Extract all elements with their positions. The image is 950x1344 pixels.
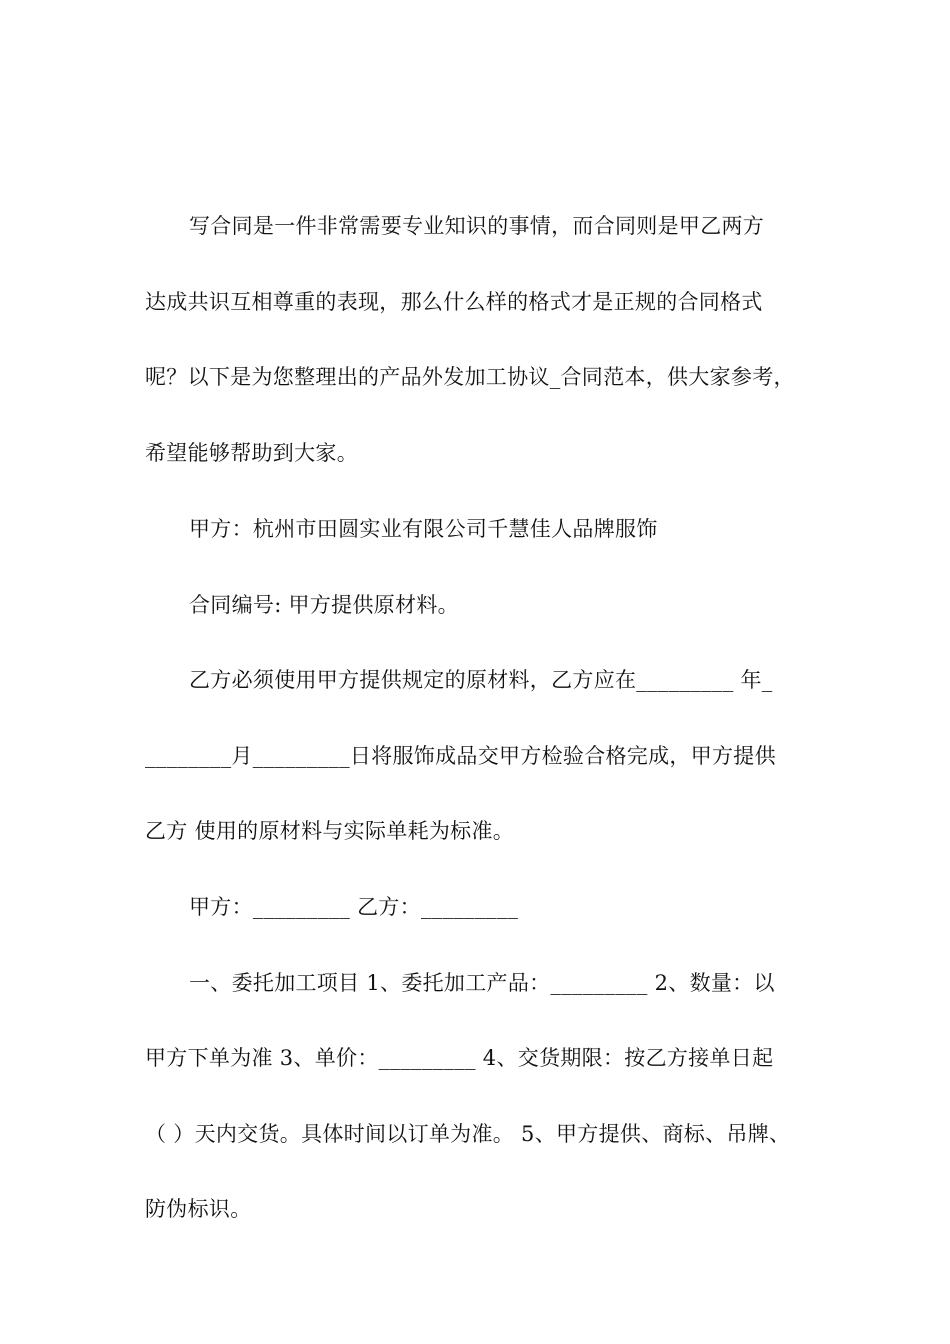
materials-paragraph-line-2: ________月_________日将服饰成品交甲方检验合格完成，甲方提供	[145, 744, 776, 768]
signatures-line: 甲方：_________ 乙方：_________	[189, 895, 519, 919]
materials-paragraph-line-3: 乙方 使用的原材料与实际单耗为标准。	[145, 819, 515, 843]
section-one-line-2: 甲方下单为准 3、单价：_________ 4、交货期限：按乙方接单日起	[145, 1046, 774, 1070]
intro-paragraph-line-3: 呢？以下是为您整理出的产品外发加工协议_合同范本，供大家参考，	[145, 365, 795, 389]
contract-number-line: 合同编号: 甲方提供原材料。	[189, 593, 459, 617]
section-one-line-4: 防伪标识。	[145, 1197, 252, 1221]
materials-paragraph-line-1: 乙方必须使用甲方提供规定的原材料，乙方应在_________ 年_	[189, 668, 773, 692]
section-one-line-1: 一、委托加工项目 1、委托加工产品：_________ 2、数量：以	[189, 971, 775, 995]
intro-paragraph-line-1: 写合同是一件非常需要专业知识的事情，而合同则是甲乙两方	[189, 214, 765, 238]
party-a-line: 甲方：杭州市田圆实业有限公司千慧佳人品牌服饰	[189, 517, 658, 541]
section-one-line-3: （ ）天内交货。具体时间以订单为准。 5、甲方提供、商标、吊牌、	[145, 1122, 791, 1146]
intro-paragraph-line-2: 达成共识互相尊重的表现，那么什么样的格式才是正规的合同格式	[145, 290, 763, 314]
intro-paragraph-line-4: 希望能够帮助到大家。	[145, 441, 358, 465]
